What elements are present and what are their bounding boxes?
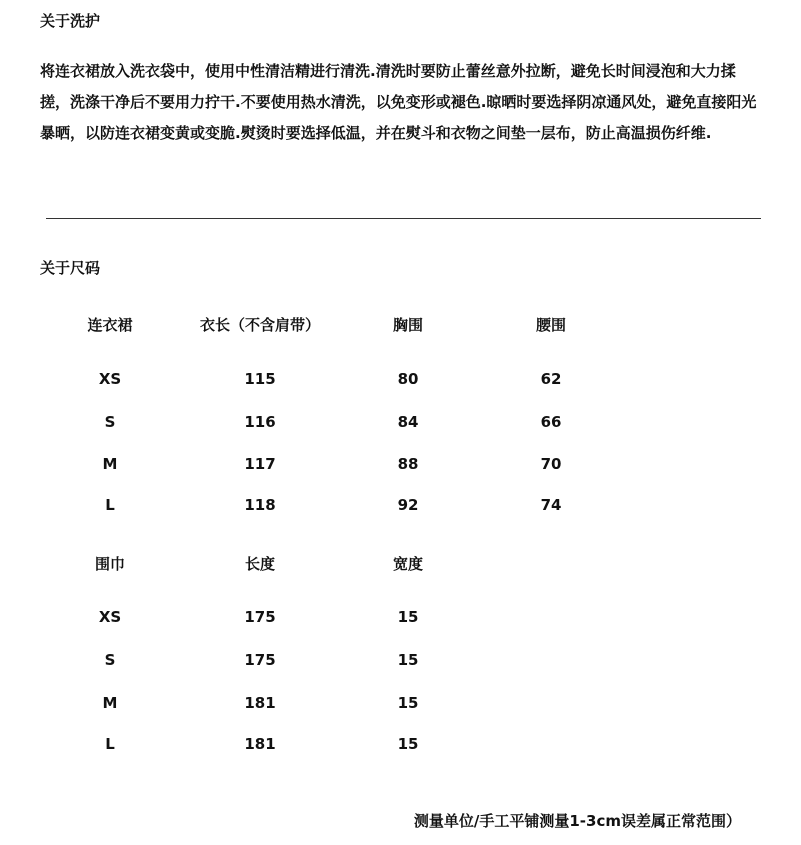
scarf-cell-3-2: 15 bbox=[397, 735, 419, 753]
scarf-cell-2-0: M bbox=[102, 694, 118, 712]
dress-header-2: 胸围 bbox=[392, 316, 423, 334]
section-divider bbox=[46, 218, 761, 219]
scarf-cell-1-0: S bbox=[104, 651, 116, 669]
dress-cell-1-0: S bbox=[104, 413, 116, 431]
scarf-cell-0-1: 175 bbox=[244, 608, 276, 626]
size-title: 关于尺码 bbox=[40, 259, 101, 277]
dress-cell-1-3: 66 bbox=[540, 413, 562, 431]
scarf-cell-3-0: L bbox=[105, 735, 115, 753]
dress-cell-2-2: 88 bbox=[397, 455, 419, 473]
dress-cell-2-1: 117 bbox=[244, 455, 276, 473]
scarf-cell-0-0: XS bbox=[98, 608, 122, 626]
dress-cell-1-1: 116 bbox=[244, 413, 276, 431]
scarf-cell-2-2: 15 bbox=[397, 694, 419, 712]
dress-cell-3-1: 118 bbox=[244, 496, 276, 514]
scarf-cell-1-1: 175 bbox=[244, 651, 276, 669]
dress-header-0: 连衣裙 bbox=[87, 316, 133, 334]
dress-header-1: 衣长（不含肩带） bbox=[200, 316, 321, 334]
dress-cell-0-1: 115 bbox=[244, 370, 276, 388]
measurement-note: 测量单位/手工平铺测量1-3cm误差属正常范围） bbox=[413, 812, 741, 830]
dress-cell-3-0: L bbox=[105, 496, 115, 514]
dress-cell-3-3: 74 bbox=[540, 496, 562, 514]
scarf-cell-0-2: 15 bbox=[397, 608, 419, 626]
scarf-header-2: 宽度 bbox=[392, 555, 423, 573]
dress-cell-2-3: 70 bbox=[540, 455, 562, 473]
dress-cell-0-3: 62 bbox=[540, 370, 562, 388]
dress-cell-2-0: M bbox=[102, 455, 118, 473]
dress-cell-1-2: 84 bbox=[397, 413, 419, 431]
scarf-header-1: 长度 bbox=[244, 555, 275, 573]
scarf-cell-1-2: 15 bbox=[397, 651, 419, 669]
dress-cell-0-2: 80 bbox=[397, 370, 419, 388]
scarf-cell-3-1: 181 bbox=[244, 735, 276, 753]
care-instructions: 将连衣裙放入洗衣袋中，使用中性清洁精进行清洗.清洗时要防止蕾丝意外拉断，避免长时间浸泡和大力揉搓，洗涤干净后不要用力拧干.不要使用热水清洗，以免变形或褪色.晾晒时要选择阴凉通风处，避免直接阳光暴晒，以防连衣裙变黄或变脆.熨烫时要选择低温，并在熨斗和衣物之间垫一层布，防止高温损伤纤维. bbox=[40, 62, 757, 142]
scarf-cell-2-1: 181 bbox=[244, 694, 276, 712]
dress-cell-3-2: 92 bbox=[397, 496, 419, 514]
dress-header-3: 腰围 bbox=[535, 316, 566, 334]
scarf-header-0: 围巾 bbox=[94, 555, 125, 573]
care-title: 关于洗护 bbox=[40, 12, 101, 30]
dress-cell-0-0: XS bbox=[98, 370, 122, 388]
